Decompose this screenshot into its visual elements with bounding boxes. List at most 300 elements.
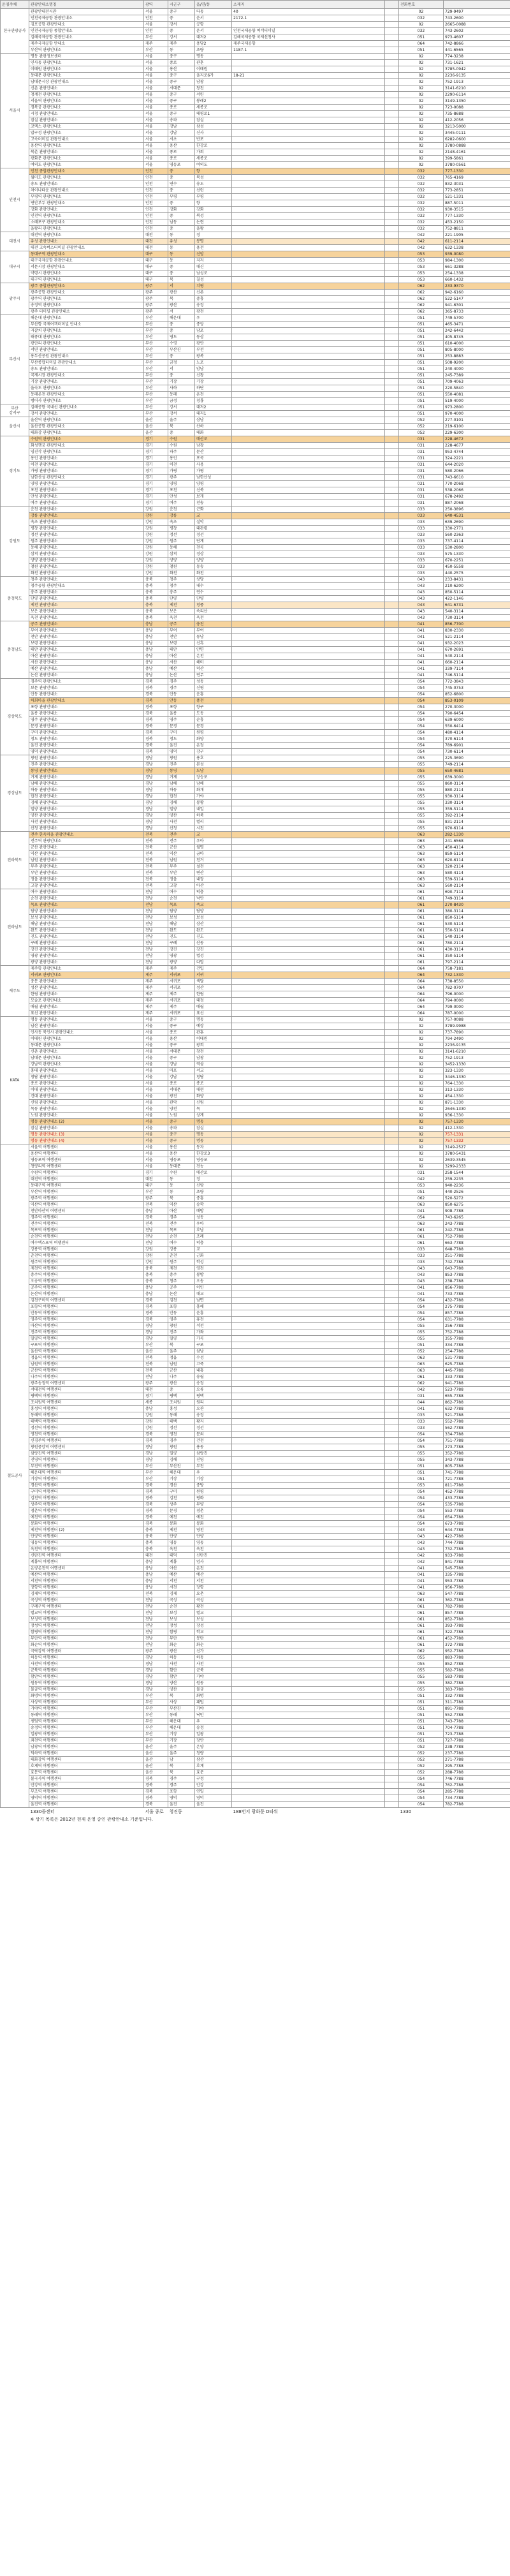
area-code-cell: 063: [399, 877, 444, 883]
name-cell: 울산역 여행센터: [29, 1349, 144, 1355]
address-cell: [232, 1221, 385, 1227]
table-row: [1, 653, 510, 660]
province-cell: 부산: [144, 1693, 168, 1699]
province-cell: 경남: [144, 762, 168, 768]
district-cell: 사상: [168, 1699, 195, 1706]
district-cell: 마포: [168, 1068, 195, 1074]
extra-cell: [385, 870, 399, 877]
phone-cell: 805-7788: [444, 1463, 510, 1470]
province-cell: 충북: [144, 596, 168, 602]
district-cell: 철원: [168, 564, 195, 570]
extra-cell: [385, 487, 399, 494]
address-cell: [232, 1751, 385, 1757]
area-code-cell: 062: [399, 1648, 444, 1655]
area-code-cell: 054: [399, 685, 444, 692]
phone-cell: 270-8430: [444, 902, 510, 908]
extra-cell: [385, 1074, 399, 1081]
table-row: [1, 1291, 510, 1298]
operator-category: 전라남도: [1, 889, 29, 966]
dong-cell: 사음: [195, 462, 232, 468]
phone-cell: 380-3114: [444, 908, 510, 915]
district-cell: 동래: [168, 392, 195, 398]
area-code-cell: 051: [399, 379, 444, 385]
area-code-cell: 02: [399, 1087, 444, 1093]
district-cell: 사천: [168, 1661, 195, 1668]
province-cell: 충북: [144, 589, 168, 596]
name-cell: 온양온천역 여행센터: [29, 1566, 144, 1572]
phone-cell: 856-7700: [444, 621, 510, 628]
area-code-cell: 055: [399, 1661, 444, 1668]
area-code-cell: 041: [399, 1572, 444, 1578]
area-code-cell: 055: [399, 1668, 444, 1674]
name-cell: 한림 관광안내소: [29, 991, 144, 998]
address-cell: [232, 1291, 385, 1298]
address-cell: [232, 1387, 385, 1393]
operator-category: 인천시: [1, 168, 29, 232]
address-cell: [232, 219, 385, 226]
dong-cell: 이태원: [195, 1036, 232, 1042]
table-row: [1, 589, 510, 596]
area-code-cell: 02: [399, 1074, 444, 1081]
name-cell: 평창 관광안내소: [29, 526, 144, 532]
address-cell: [232, 309, 385, 315]
province-cell: 강원: [144, 1259, 168, 1266]
area-code-cell: 042: [399, 232, 444, 239]
name-cell: 예천역 여행센터: [29, 1514, 144, 1521]
address-cell: [232, 1514, 385, 1521]
name-cell: 목동 관광안내소: [29, 1106, 144, 1113]
district-cell: 제주: [168, 1004, 195, 1010]
table-row: [1, 832, 510, 838]
table-row: [1, 455, 510, 462]
extra-cell: [385, 404, 399, 411]
table-row: [1, 921, 510, 928]
area-code-cell: 054: [399, 1782, 444, 1789]
extra-cell: [385, 1278, 399, 1285]
name-cell: 상주역 여행센터: [29, 1502, 144, 1508]
table-row: [1, 794, 510, 800]
extra-cell: [385, 1266, 399, 1272]
district-cell: 문경: [168, 723, 195, 730]
area-code-cell: 02: [399, 1030, 444, 1036]
name-cell: 코엑스 관광안내소: [29, 124, 144, 130]
province-cell: 충남: [144, 634, 168, 640]
area-code-cell: 051: [399, 373, 444, 379]
district-cell: 보령: [168, 640, 195, 647]
province-cell: 부산: [144, 1706, 168, 1712]
area-code-cell: 02: [399, 1151, 444, 1157]
address-cell: [232, 1604, 385, 1610]
phone-cell: 530-5114: [444, 921, 510, 928]
phone-cell: 3141-6210: [444, 1049, 510, 1055]
name-cell: 고창 관광안내소: [29, 883, 144, 889]
name-cell: 동대문 관광안내소: [29, 1042, 144, 1049]
name-cell: 진주 관광안내소: [29, 762, 144, 768]
extra-cell: [385, 755, 399, 762]
area-code-cell: 051: [399, 1712, 444, 1719]
dong-cell: 남창: [195, 443, 232, 449]
area-code-cell: 061: [399, 934, 444, 940]
dong-cell: 안면: [195, 647, 232, 653]
province-cell: 광주: [144, 296, 168, 302]
phone-cell: 580-2066: [444, 468, 510, 475]
area-code-cell: 031: [399, 1393, 444, 1400]
district-cell: 용산: [168, 143, 195, 149]
area-code-cell: 062: [399, 296, 444, 302]
dong-cell: 서귀: [195, 972, 232, 979]
name-cell: 안동역 여행센터: [29, 1310, 144, 1317]
table-row: [1, 1438, 510, 1444]
dong-cell: 치평: [195, 283, 232, 290]
extra-cell: [385, 1010, 399, 1017]
table-row: [1, 226, 510, 232]
phone-cell: 271-7788: [444, 1757, 510, 1763]
area-code-cell: 061: [399, 1642, 444, 1648]
address-cell: [232, 1693, 385, 1699]
address-cell: [232, 481, 385, 487]
area-code-cell: 02: [399, 156, 444, 162]
district-cell: 영주: [168, 717, 195, 723]
dong-cell: 송월: [195, 1374, 232, 1381]
extra-cell: [385, 41, 399, 47]
table-row: [1, 711, 510, 717]
table-row: [1, 1381, 510, 1387]
dong-cell: 상계: [195, 1113, 232, 1119]
area-code-cell: 053: [399, 277, 444, 283]
address-cell: [232, 1125, 385, 1132]
area-code-cell: 054: [399, 743, 444, 749]
extra-cell: [385, 558, 399, 564]
address-cell: [232, 22, 385, 28]
district-cell: 중: [168, 28, 195, 34]
name-cell: 인천역 관광안내소: [29, 213, 144, 219]
extra-cell: [385, 219, 399, 226]
name-cell: 포천 관광안내소: [29, 487, 144, 494]
phone-cell: 228-4677: [444, 443, 510, 449]
area-code-cell: 053: [399, 264, 444, 270]
area-code-cell: 033: [399, 1253, 444, 1259]
extra-cell: [385, 602, 399, 609]
province-cell: 충북: [144, 583, 168, 589]
address-cell: [232, 1042, 385, 1049]
area-code-cell: 054: [399, 1776, 444, 1782]
name-cell: 좌천역 여행센터: [29, 1738, 144, 1744]
area-code-cell: 043: [399, 1272, 444, 1278]
province-cell: 경북: [144, 723, 168, 730]
province-cell: 강원: [144, 1412, 168, 1419]
address-cell: [232, 239, 385, 245]
dong-cell: 태평로1: [195, 111, 232, 117]
table-row: [1, 1578, 510, 1585]
address-cell: [232, 685, 385, 692]
province-cell: 서울: [144, 60, 168, 66]
phone-cell: 752-1913: [444, 79, 510, 85]
district-cell: 동: [168, 232, 195, 239]
extra-cell: [385, 685, 399, 692]
district-cell: 제천: [168, 602, 195, 609]
dong-cell: 내흥: [195, 1368, 232, 1374]
dong-cell: 우: [195, 1470, 232, 1476]
extra-cell: [385, 1495, 399, 1502]
area-code-cell: 064: [399, 985, 444, 991]
province-cell: 부산: [144, 366, 168, 373]
dong-cell: 다동: [195, 9, 232, 15]
dong-cell: 하단: [195, 385, 232, 392]
province-cell: 부산: [144, 1342, 168, 1349]
phone-cell: 852-7788: [444, 1617, 510, 1623]
area-code-cell: 02: [399, 73, 444, 79]
name-cell: 용인 관광안내소: [29, 455, 144, 462]
dong-cell: 대저2: [195, 404, 232, 411]
area-code-cell: 043: [399, 583, 444, 589]
area-code-cell: 051: [399, 1699, 444, 1706]
province-cell: 경북: [144, 1432, 168, 1438]
extra-cell: [385, 1438, 399, 1444]
area-code-cell: 02: [399, 1106, 444, 1113]
district-cell: 울주: [168, 1751, 195, 1757]
area-code-cell: 061: [399, 1597, 444, 1604]
column-header: 운영주체: [1, 1, 29, 9]
district-cell: 김제: [168, 1591, 195, 1597]
district-cell: 진도: [168, 934, 195, 940]
address-cell: [232, 1342, 385, 1349]
province-cell: 강원: [144, 513, 168, 519]
extra-cell: [385, 500, 399, 507]
area-code-cell: 044: [399, 1400, 444, 1406]
address-cell: [232, 411, 385, 417]
dong-cell: 벌교: [195, 1610, 232, 1617]
dong-cell: 문외: [195, 1432, 232, 1438]
province-cell: 충남: [144, 1585, 168, 1591]
address-cell: [232, 1623, 385, 1629]
area-code-cell: 061: [399, 947, 444, 953]
table-row: [1, 806, 510, 813]
name-cell: 명동 관광안내소 (4): [29, 1138, 144, 1144]
extra-cell: [385, 124, 399, 130]
extra-cell: [385, 1087, 399, 1093]
table-row: [1, 424, 510, 430]
district-cell: 평택: [168, 1393, 195, 1400]
name-cell: 오송역 여행센터: [29, 1278, 144, 1285]
phone-cell: 620-6114: [444, 857, 510, 864]
province-cell: 경북: [144, 1514, 168, 1521]
area-code-cell: 063: [399, 883, 444, 889]
area-code-cell: 051: [399, 347, 444, 353]
district-cell: 북: [168, 1195, 195, 1202]
dong-cell: 성동: [195, 1215, 232, 1221]
name-cell: 단양역 여행센터: [29, 1534, 144, 1540]
phone-cell: 797-2114: [444, 959, 510, 966]
district-cell: 강화: [168, 207, 195, 213]
area-code-cell: 032: [399, 188, 444, 194]
name-cell: 대구역 관광안내소: [29, 277, 144, 283]
table-row: [1, 443, 510, 449]
dong-cell: 산하: [195, 424, 232, 430]
area-code-cell: 043: [399, 1534, 444, 1540]
dong-cell: 한강로3: [195, 1151, 232, 1157]
name-cell: 통영 관광안내소: [29, 768, 144, 774]
extra-cell: [385, 79, 399, 85]
phone-cell: 359-5114: [444, 806, 510, 813]
table-row: [1, 130, 510, 137]
name-cell: 가야역 여행센터: [29, 1706, 144, 1712]
area-code-cell: 031: [399, 500, 444, 507]
area-code-cell: 062: [399, 309, 444, 315]
address-cell: [232, 634, 385, 640]
address-cell: [232, 883, 385, 889]
column-header: 시군구: [168, 1, 195, 9]
area-code-cell: 054: [399, 1502, 444, 1508]
table-row: [1, 1648, 510, 1655]
dong-cell: 정선: [195, 532, 232, 538]
name-cell: 광주공항 관광안내소: [29, 290, 144, 296]
district-cell: 중: [168, 175, 195, 181]
phone-cell: 794-0000: [444, 998, 510, 1004]
province-cell: 제주: [144, 41, 168, 47]
name-cell: 홍대 관광안내소: [29, 1068, 144, 1074]
column-header: 읍/면/동: [195, 1, 232, 9]
address-cell: [232, 825, 385, 832]
province-cell: 전남: [144, 1597, 168, 1604]
dong-cell: 지저: [195, 258, 232, 264]
area-code-cell: 042: [399, 1553, 444, 1559]
address-cell: [232, 832, 385, 838]
table-row: [1, 1183, 510, 1189]
district-cell: 울진: [168, 743, 195, 749]
province-cell: 경북: [144, 1298, 168, 1304]
extra-cell: [385, 813, 399, 819]
phone-cell: 465-3471: [444, 322, 510, 328]
area-code-cell: 02: [399, 60, 444, 66]
table-row: [1, 1432, 510, 1438]
dong-cell: 변산: [195, 870, 232, 877]
extra-cell: [385, 1534, 399, 1540]
district-cell: 목포: [168, 902, 195, 908]
name-cell: 명동 관광안내소: [29, 1017, 144, 1023]
name-cell: 전주역 여행센터: [29, 1221, 144, 1227]
district-cell: 중구: [168, 1017, 195, 1023]
address-cell: [232, 1004, 385, 1010]
address-cell: [232, 570, 385, 577]
dong-cell: 용동: [195, 1444, 232, 1451]
address-cell: [232, 1770, 385, 1776]
extra-cell: [385, 1240, 399, 1247]
province-cell: 경북: [144, 1776, 168, 1782]
district-cell: 서천: [168, 1578, 195, 1585]
name-cell: 강릉 관광안내소: [29, 513, 144, 519]
address-cell: [232, 1093, 385, 1100]
table-row: [1, 487, 510, 494]
address-cell: [232, 896, 385, 902]
dong-cell: 영등포: [195, 1157, 232, 1164]
name-cell: 서울역 여행센터: [29, 1144, 144, 1151]
name-cell: 울산역 관광안내소: [29, 417, 144, 424]
address-cell: [232, 666, 385, 672]
dong-cell: 남해: [195, 781, 232, 787]
dong-cell: 대관령: [195, 526, 232, 532]
phone-cell: 295-7788: [444, 1763, 510, 1770]
extra-cell: [385, 462, 399, 468]
area-code-cell: 02: [399, 1023, 444, 1030]
area-code-cell: 032: [399, 175, 444, 181]
phone-cell: 323-1330: [444, 1068, 510, 1074]
extra-cell: [385, 1062, 399, 1068]
table-row: [1, 1227, 510, 1234]
name-cell: 강서 관광안내소: [29, 411, 144, 417]
extra-cell: [385, 1387, 399, 1393]
district-cell: 해운대: [168, 1470, 195, 1476]
extra-cell: [385, 1610, 399, 1617]
province-cell: 경남: [144, 781, 168, 787]
table-row: [1, 851, 510, 857]
name-cell: 진영역 여행센터: [29, 1457, 144, 1463]
table-row: [1, 1731, 510, 1738]
table-row: [1, 1374, 510, 1381]
name-cell: 부전역 여행센터: [29, 1463, 144, 1470]
dong-cell: 남포: [195, 328, 232, 334]
extra-cell: [385, 615, 399, 621]
area-code-cell: 043: [399, 1546, 444, 1553]
area-code-cell: 032: [399, 28, 444, 34]
column-header: 전화번호: [399, 1, 444, 9]
table-row: [1, 551, 510, 558]
dong-cell: 요촌: [195, 1591, 232, 1597]
name-cell: 정읍역 여행센터: [29, 1355, 144, 1361]
area-code-cell: 064: [399, 998, 444, 1004]
district-cell: 양산: [168, 1680, 195, 1687]
district-cell: 파주: [168, 449, 195, 455]
province-cell: 경기: [144, 481, 168, 487]
province-cell: 경기: [144, 455, 168, 462]
dong-cell: 예장: [195, 1023, 232, 1030]
table-row: [1, 596, 510, 602]
name-cell: 예산역 여행센터: [29, 1572, 144, 1578]
phone-cell: 560-2363: [444, 532, 510, 538]
table-row: [1, 1266, 510, 1272]
district-cell: 포항: [168, 704, 195, 711]
district-cell: 강남: [168, 124, 195, 130]
name-cell: 전주 한옥마을 관광안내소: [29, 832, 144, 838]
phone-cell: 2639-3545: [444, 1157, 510, 1164]
district-cell: 서대문: [168, 1049, 195, 1055]
table-row: [1, 1661, 510, 1668]
extra-cell: [385, 1661, 399, 1668]
name-cell: 합천 관광안내소: [29, 794, 144, 800]
phone-cell: 777-1330: [444, 213, 510, 219]
address-cell: [232, 532, 385, 538]
operator-category: 강원도: [1, 507, 29, 577]
phone-cell: 730-6114: [444, 749, 510, 755]
table-row: [1, 341, 510, 347]
address-cell: [232, 1298, 385, 1304]
extra-cell: [385, 1687, 399, 1693]
area-code-cell: 041: [399, 1291, 444, 1298]
table-row: [1, 404, 510, 411]
province-cell: 강원: [144, 507, 168, 513]
extra-cell: [385, 341, 399, 347]
phone-cell: 752-7788: [444, 1329, 510, 1336]
district-cell: 북: [168, 1693, 195, 1699]
province-cell: 울산: [144, 1763, 168, 1770]
name-cell: 하동역 여행센터: [29, 1655, 144, 1661]
table-row: [1, 1463, 510, 1470]
table-row: [1, 1502, 510, 1508]
extra-cell: [385, 1470, 399, 1476]
dong-cell: 영동: [195, 1540, 232, 1546]
area-code-cell: 032: [399, 213, 444, 219]
dong-cell: 대저1: [195, 411, 232, 417]
name-cell: 수원역 관광안내소: [29, 436, 144, 443]
